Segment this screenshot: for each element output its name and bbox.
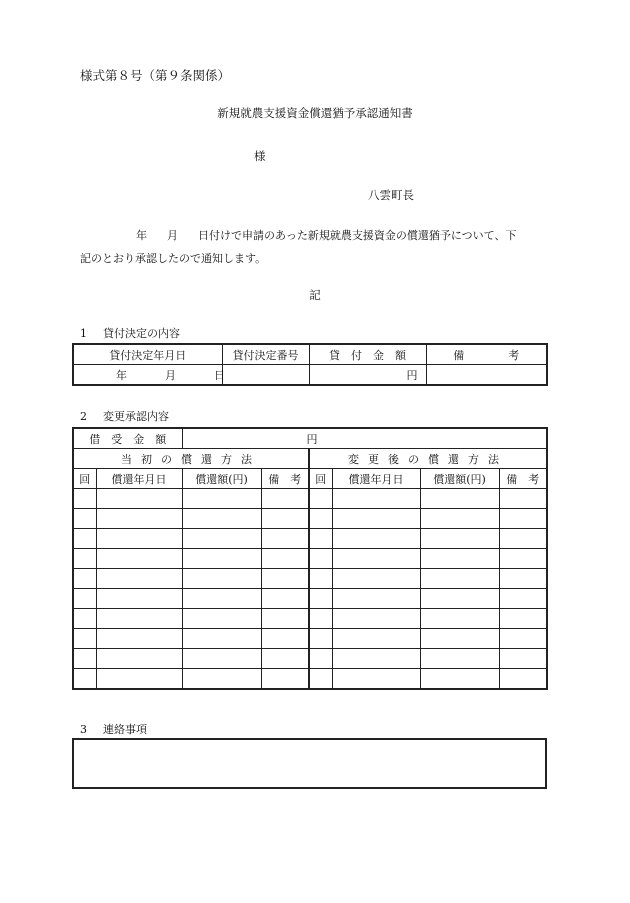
table-row	[73, 669, 547, 690]
original-method-header: 当初の償還方法	[73, 449, 309, 469]
section1-heading	[80, 325, 180, 341]
notice-text-line1: 日付けで申請のあった新規就農支援資金の償還猶予について、下	[198, 229, 517, 242]
repayment-amount-cell[interactable]	[420, 509, 499, 529]
repayment-amount-cell[interactable]	[182, 569, 261, 589]
section2-title: 変更承認内容	[103, 410, 169, 423]
section3-number: 3	[80, 723, 87, 736]
remarks-cell[interactable]	[499, 669, 547, 690]
form-number: 様式第８号（第９条関係）	[80, 68, 231, 83]
repayment-date-cell[interactable]	[96, 529, 182, 549]
year-unit: 年	[116, 368, 127, 382]
header-decision-date: 貸付決定年月日	[73, 344, 222, 365]
installment-cell[interactable]	[73, 629, 96, 649]
issuer-name: 八雲町長	[368, 188, 414, 202]
repayment-amount-cell[interactable]	[420, 649, 499, 669]
loan-decision-table	[72, 343, 548, 386]
header-decision-number: 貸付決定番号	[222, 344, 309, 365]
section2-number: 2	[80, 410, 87, 423]
notice-text-line2: 記のとおり承認したので通知します。	[80, 252, 267, 265]
repayment-date-cell[interactable]	[96, 629, 182, 649]
repayment-date-cell[interactable]	[96, 669, 182, 690]
repayment-date-cell[interactable]	[332, 569, 420, 589]
installment-cell[interactable]	[309, 669, 332, 690]
table-row	[73, 649, 547, 669]
repayment-amount-cell[interactable]	[182, 489, 261, 509]
repayment-date-cell[interactable]	[96, 609, 182, 629]
remarks-cell[interactable]	[261, 589, 309, 609]
installment-cell[interactable]	[73, 549, 96, 569]
remarks-cell[interactable]	[261, 629, 309, 649]
month-label: 月	[167, 229, 178, 242]
table-row	[73, 509, 547, 529]
installment-cell[interactable]	[73, 509, 96, 529]
remarks-cell[interactable]	[499, 569, 547, 589]
installment-cell[interactable]	[309, 629, 332, 649]
table-row	[73, 629, 547, 649]
installment-cell[interactable]	[73, 529, 96, 549]
document-title: 新規就農支援資金償還猶予承認通知書	[217, 106, 413, 120]
column-header-row	[73, 469, 547, 489]
installment-cell[interactable]	[73, 489, 96, 509]
section2-heading	[80, 408, 169, 424]
section1-number: 1	[80, 327, 87, 340]
change-approval-table	[72, 427, 548, 690]
table-row	[73, 365, 547, 386]
repayment-amount-cell[interactable]	[420, 569, 499, 589]
col-remarks: 備 考	[499, 469, 547, 489]
table-row	[73, 569, 547, 589]
installment-cell[interactable]	[309, 509, 332, 529]
col-installment: 回	[309, 469, 332, 489]
col-repayment-amount: 償還額(円)	[182, 469, 261, 489]
installment-cell[interactable]	[73, 569, 96, 589]
table-row	[73, 489, 547, 509]
repayment-date-cell[interactable]	[96, 509, 182, 529]
yen-unit: 円	[306, 432, 318, 446]
repayment-date-cell[interactable]	[332, 589, 420, 609]
table-row	[73, 549, 547, 569]
repayment-date-cell[interactable]	[96, 649, 182, 669]
table-row	[73, 589, 547, 609]
repayment-date-cell[interactable]	[332, 649, 420, 669]
repayment-date-cell[interactable]	[332, 669, 420, 690]
repayment-rows	[73, 489, 547, 690]
header-remarks: 備 考	[426, 344, 547, 365]
repayment-date-cell[interactable]	[332, 529, 420, 549]
installment-cell[interactable]	[73, 589, 96, 609]
installment-cell[interactable]	[309, 569, 332, 589]
remarks-cell[interactable]	[261, 489, 309, 509]
repayment-date-cell[interactable]	[96, 589, 182, 609]
remarks-cell[interactable]	[499, 489, 547, 509]
loan-amount-row	[73, 428, 547, 449]
repayment-amount-cell[interactable]	[182, 529, 261, 549]
col-repayment-date: 償還年月日	[332, 469, 420, 489]
repayment-date-cell[interactable]	[96, 569, 182, 589]
remarks-cell[interactable]	[261, 509, 309, 529]
loan-amount-label: 借 受 金 額	[73, 428, 182, 449]
table-header-row	[73, 344, 547, 365]
yen-unit: 円	[406, 368, 418, 382]
remarks-cell[interactable]	[261, 609, 309, 629]
col-repayment-amount: 償還額(円)	[420, 469, 499, 489]
remarks-cell[interactable]	[261, 549, 309, 569]
repayment-amount-cell[interactable]	[182, 629, 261, 649]
remarks-cell[interactable]	[261, 529, 309, 549]
month-unit: 月	[165, 368, 176, 382]
remarks-cell[interactable]	[261, 569, 309, 589]
decision-date-cell[interactable]	[73, 365, 225, 386]
repayment-amount-cell[interactable]	[182, 509, 261, 529]
year-label: 年	[136, 229, 147, 242]
remarks-cell[interactable]	[499, 649, 547, 669]
repayment-date-cell[interactable]	[332, 509, 420, 529]
ki-heading: 記	[309, 288, 321, 302]
col-remarks: 備 考	[261, 469, 309, 489]
repayment-amount-cell[interactable]	[420, 609, 499, 629]
method-header-row	[73, 449, 547, 469]
remarks-cell[interactable]	[499, 509, 547, 529]
decision-number-cell[interactable]	[222, 365, 309, 386]
repayment-amount-cell[interactable]	[420, 669, 499, 690]
loan-amount-value-cell[interactable]	[182, 428, 547, 449]
installment-cell[interactable]	[73, 669, 96, 690]
installment-cell[interactable]	[309, 589, 332, 609]
repayment-amount-cell[interactable]	[420, 629, 499, 649]
recipient-suffix: 様	[254, 149, 266, 163]
installment-cell[interactable]	[73, 649, 96, 669]
repayment-date-cell[interactable]	[96, 489, 182, 509]
repayment-date-cell[interactable]	[96, 549, 182, 569]
section3-heading	[80, 721, 147, 737]
repayment-amount-cell[interactable]	[182, 609, 261, 629]
remarks-cell[interactable]	[499, 609, 547, 629]
installment-cell[interactable]	[309, 609, 332, 629]
section3-title: 連絡事項	[103, 723, 147, 736]
repayment-amount-cell[interactable]	[420, 589, 499, 609]
installment-cell[interactable]	[73, 609, 96, 629]
remarks-cell[interactable]	[499, 629, 547, 649]
remarks-cell[interactable]	[426, 365, 547, 386]
header-loan-amount: 貸 付 金 額	[309, 344, 426, 365]
repayment-date-cell[interactable]	[332, 609, 420, 629]
remarks-cell[interactable]	[499, 529, 547, 549]
table-row	[73, 529, 547, 549]
day-unit: 日	[214, 368, 225, 382]
remarks-cell[interactable]	[499, 549, 547, 569]
col-repayment-date: 償還年月日	[96, 469, 182, 489]
repayment-amount-cell[interactable]	[420, 549, 499, 569]
installment-cell[interactable]	[309, 549, 332, 569]
col-installment: 回	[73, 469, 96, 489]
installment-cell[interactable]	[309, 649, 332, 669]
repayment-amount-cell[interactable]	[182, 549, 261, 569]
installment-cell[interactable]	[309, 489, 332, 509]
notice-paragraph	[80, 224, 552, 270]
repayment-date-cell[interactable]	[332, 549, 420, 569]
section1-title: 貸付決定の内容	[103, 327, 180, 340]
contact-notes-box[interactable]	[72, 738, 547, 789]
remarks-cell[interactable]	[261, 649, 309, 669]
repayment-date-cell[interactable]	[332, 629, 420, 649]
repayment-amount-cell[interactable]	[182, 669, 261, 690]
table-row	[73, 609, 547, 629]
remarks-cell[interactable]	[261, 669, 309, 690]
changed-method-header: 変更後の償還方法	[309, 449, 547, 469]
remarks-cell[interactable]	[499, 589, 547, 609]
repayment-amount-cell[interactable]	[182, 589, 261, 609]
installment-cell[interactable]	[309, 529, 332, 549]
repayment-amount-cell[interactable]	[182, 649, 261, 669]
repayment-date-cell[interactable]	[332, 489, 420, 509]
repayment-amount-cell[interactable]	[420, 489, 499, 509]
loan-amount-cell[interactable]	[309, 365, 426, 386]
repayment-amount-cell[interactable]	[420, 529, 499, 549]
